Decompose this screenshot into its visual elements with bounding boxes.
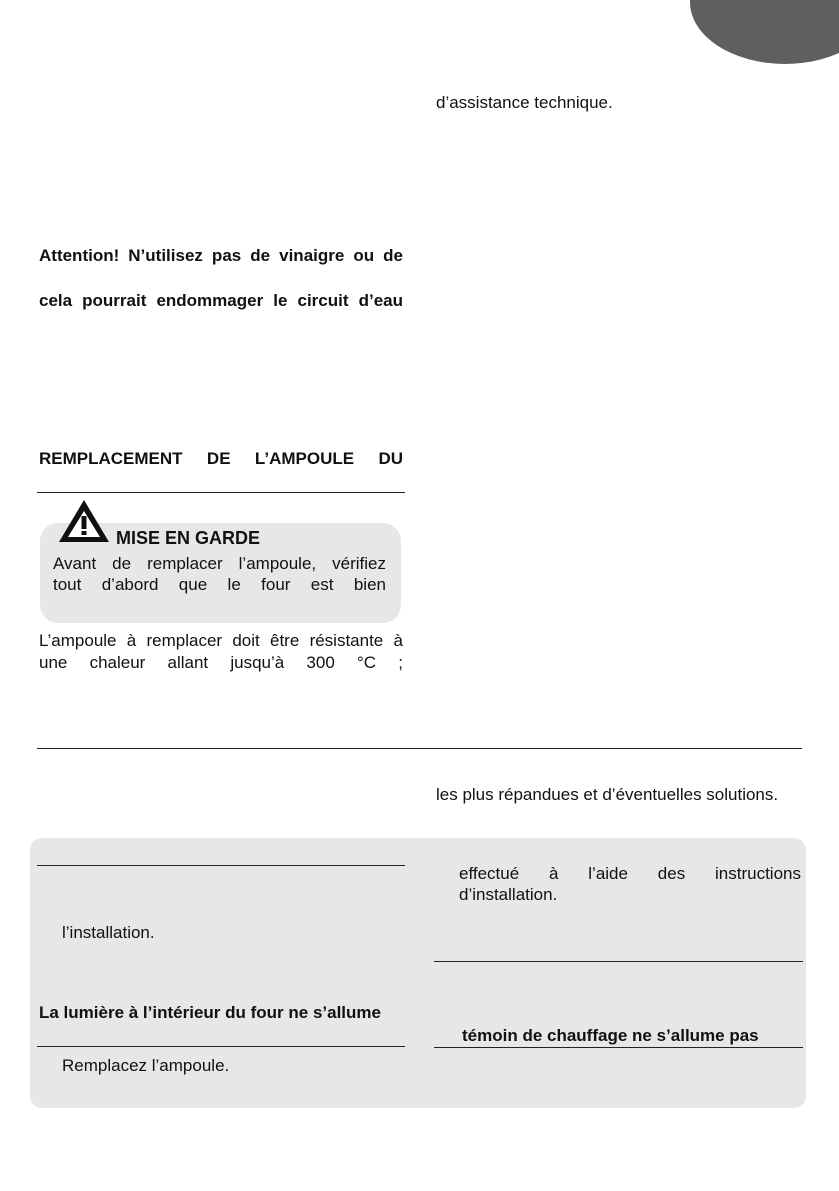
warning-triangle-icon bbox=[56, 497, 112, 545]
panel-right-line-1: effectué à l’aide des instructions bbox=[459, 864, 801, 883]
section-rule bbox=[37, 492, 405, 493]
warning-line-1: Avant de remplacer l’ampoule, vérifiez bbox=[53, 554, 386, 573]
panel-right-heading: témoin de chauffage ne s’allume pas bbox=[462, 1026, 759, 1045]
section-heading: REMPLACEMENT DE L’AMPOULE DU bbox=[39, 449, 403, 468]
panel-rule-right-top bbox=[434, 961, 803, 962]
panel-rule-left-bottom bbox=[37, 1046, 405, 1047]
bulb-line-2: une chaleur allant jusqu’à 300 °C ; bbox=[39, 653, 403, 672]
panel-light-solution: Remplacez l’ampoule. bbox=[62, 1056, 230, 1075]
panel-right-line-2: d’installation. bbox=[459, 885, 558, 904]
troubleshooting-intro: les plus répandues et d’éventuelles solutions. bbox=[436, 785, 779, 804]
warning-line-2: tout d’abord que le four est bien bbox=[53, 575, 386, 594]
panel-rule-left-top bbox=[37, 865, 405, 866]
panel-light-heading: La lumière à l’intérieur du four ne s’allume bbox=[39, 1003, 381, 1022]
page-tab-decoration bbox=[690, 0, 839, 64]
panel-rule-right-bottom bbox=[434, 1047, 803, 1048]
bulb-line-1: L’ampoule à remplacer doit être résistante à bbox=[39, 631, 403, 650]
attention-line-2: cela pourrait endommager le circuit d’eau bbox=[39, 291, 403, 310]
attention-line-1: Attention! N’utilisez pas de vinaigre ou de bbox=[39, 246, 403, 265]
right-column-text: d’assistance technique. bbox=[436, 93, 613, 112]
warning-title: MISE EN GARDE bbox=[116, 528, 261, 548]
full-width-rule bbox=[37, 748, 802, 749]
panel-left-install-text: l’installation. bbox=[62, 923, 155, 942]
